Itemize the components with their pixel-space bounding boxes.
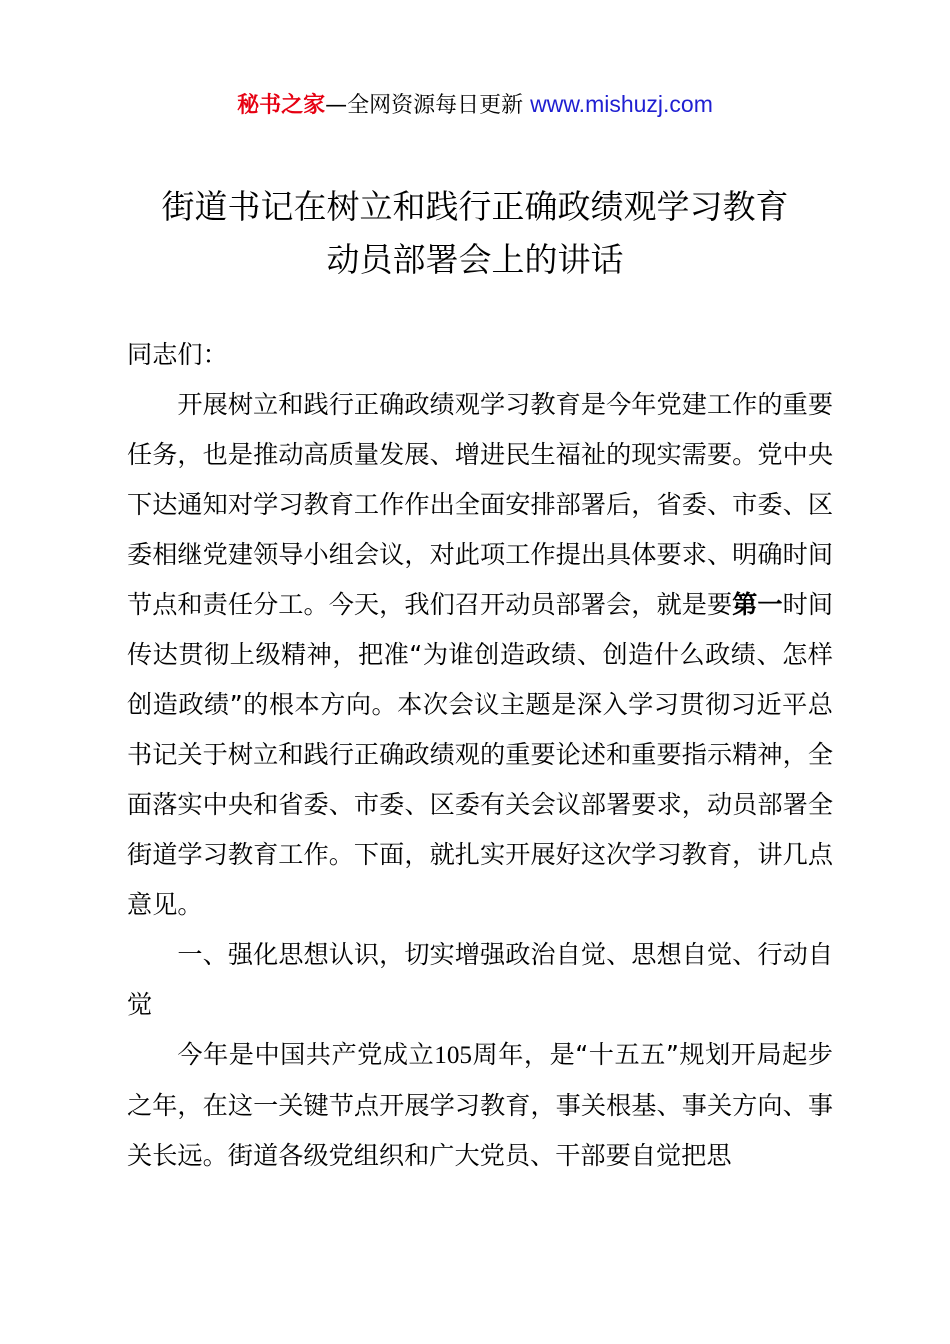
section-heading-1: 一、强化思想认识，切实增强政治自觉、思想自觉、行动自觉 [127, 940, 833, 1019]
document-body [127, 330, 833, 1181]
paragraph-2-text-a: 今年是中国共产党成立 [177, 1040, 435, 1069]
paragraph-2-number: 105 [434, 1042, 473, 1069]
document-title [60, 180, 890, 286]
paragraph-1 [127, 380, 833, 930]
brand-name: 秘书之家 [237, 93, 326, 118]
site-url-link[interactable]: www.mishuzj.com [530, 91, 713, 117]
title-line-1: 街道书记在树立和践行正确政绩观学习教育 [161, 187, 789, 226]
paragraph-1-text-a: 开展树立和践行正确政绩观学习教育是今年党建工作的重要任务，也是推动高质量发展、增进民生福祉的现实需要。党中央下达通知对学习教育工作作出全面安排部署后，省委、市委、区委相继党建领导小组会议，对此项工作提出具体要求、明确时间节点和责任分工。今天，我们召开动员部署会，就是要 [127, 390, 833, 619]
paragraph-1-bold: 第一 [732, 590, 783, 619]
paragraph-1-text-b: 时间传达贯彻上级精神，把准“为谁创造政绩、创造什么政绩、怎样创造政绩”的根本方向。本次会议主题是深入学习贯彻习近平总书记关于树立和践行正确政绩观的重要论述和重要指示精神，全面落实中央和省委、市委、区委有关会议部署要求，动员部署全街道学习教育工作。下面，就扎实开展好这次学习教育，讲几点意见。 [127, 590, 834, 919]
paragraph-2-text-b: 周年，是“十五五”规划开局起步之年，在这一关键节点开展学习教育，事关根基、事关方向、事关长远。街道各级党组织和广大党员、干部要自觉把思 [127, 1040, 833, 1170]
title-line-2: 动员部署会上的讲话 [326, 240, 624, 279]
header-tagline: —全网资源每日更新 [325, 93, 531, 118]
site-header [0, 88, 950, 122]
paragraph-2 [127, 1030, 833, 1181]
salutation: 同志们： [127, 340, 228, 369]
